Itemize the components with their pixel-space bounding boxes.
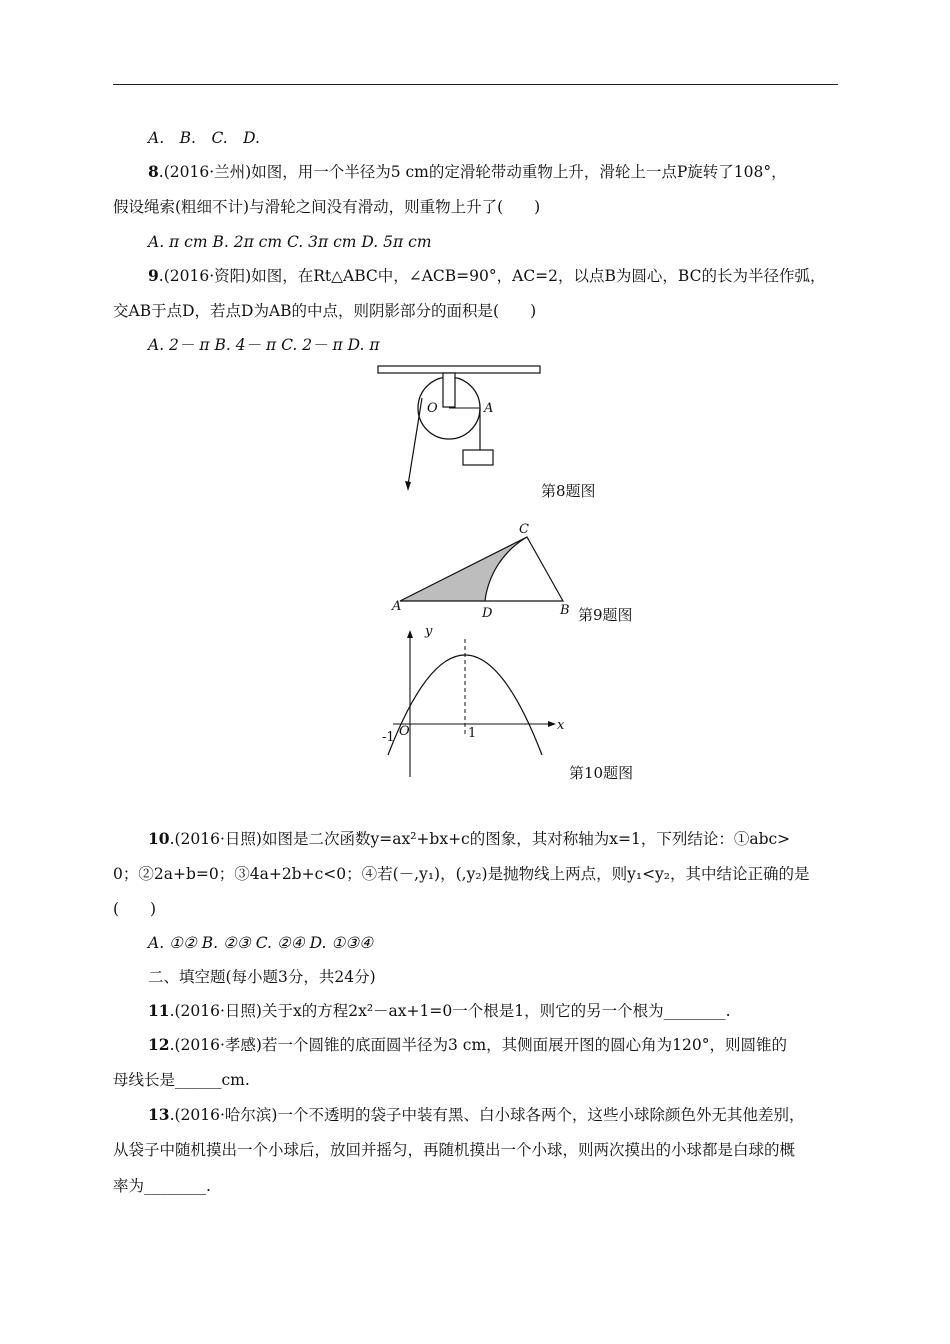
- q10-number: 10: [148, 829, 170, 848]
- label-y: y: [425, 624, 433, 639]
- label-a: A: [484, 401, 494, 416]
- label-o: O: [427, 401, 438, 416]
- weight-block: [463, 450, 493, 465]
- q10-text-1: .(2016·日照)如图是二次函数y=ax²+bx+c的图象，其对称轴为x=1，下列结论：①abc>: [169, 830, 791, 848]
- q11-number: 11: [148, 1001, 170, 1020]
- q12-number: 12: [148, 1035, 170, 1054]
- pulley-ceiling: [378, 366, 540, 373]
- q13-text-1: .(2016·哈尔滨)一个不透明的袋子中装有黑、白小球各两个，这些小球除颜色外无其他差别，: [169, 1106, 805, 1124]
- q10-line3: ( ): [113, 900, 157, 918]
- figure-10-parabola: [382, 624, 575, 780]
- q12-line1: [148, 1035, 787, 1055]
- figure-9-caption: 第9题图: [578, 606, 633, 624]
- q11-text: .(2016·日照)关于x的方程2x²－ax+1=0一个根是1，则它的另一个根为________.: [169, 1002, 731, 1020]
- figure-10-caption: 第10题图: [569, 764, 634, 782]
- q8-number: 8: [148, 162, 159, 181]
- q13-number: 13: [148, 1105, 170, 1124]
- header-rule: [113, 84, 838, 85]
- figure-8-caption: 第8题图: [541, 482, 596, 500]
- q9-number: 9: [148, 266, 159, 285]
- q11-line1: [148, 1001, 731, 1021]
- q7-options: A. B. C. D.: [148, 129, 260, 147]
- pull-arrow-icon: [405, 481, 411, 491]
- figure-8-pulley: [370, 360, 550, 500]
- q12-text-1: .(2016·孝感)若一个圆锥的底面圆半径为3 cm，其侧面展开图的圆心角为120°，则圆锥的: [169, 1036, 787, 1054]
- label-o: O: [399, 724, 410, 739]
- pull-rope: [408, 398, 422, 485]
- pulley-bracket: [443, 373, 455, 407]
- q9-text-1: .(2016·资阳)如图，在Rt△ABC中，∠ACB=90°，AC=2，以点B为圆心，BC的长为半径作弧，: [158, 267, 826, 285]
- q13-line1: [148, 1105, 804, 1125]
- label-b: B: [560, 603, 570, 618]
- label-d: D: [482, 606, 493, 621]
- q9-options: A. 2－ π B. 4－ π C. 2－ π D. π: [148, 336, 380, 354]
- q10-line1: [148, 829, 790, 849]
- q9-line1: [148, 266, 825, 286]
- q10-line2: 0；②2a+b=0；③4a+2b+c<0；④若(－,y₁)，(,y₂)是抛物线上两点，则y₁<y₂，其中结论正确的是: [113, 865, 810, 883]
- label-c: C: [519, 522, 529, 537]
- x-axis-arrow-icon: [548, 721, 556, 727]
- figure-9-triangle: [390, 520, 590, 620]
- label-neg1: -1: [382, 730, 395, 745]
- q10-options: A. ①② B. ②③ C. ②④ D. ①③④: [148, 934, 374, 952]
- q13-line2: 从袋子中随机摸出一个小球后，放回并摇匀，再随机摸出一个小球，则两次摸出的小球都是白球的概: [113, 1141, 796, 1159]
- q8-line1: [148, 162, 787, 182]
- q8-options: A. π cm B. 2π cm C. 3π cm D. 5π cm: [148, 233, 432, 251]
- section-2-heading: 二、填空题(每小题3分，共24分): [148, 968, 376, 986]
- q8-text-1: .(2016·兰州)如图，用一个半径为5 cm的定滑轮带动重物上升，滑轮上一点P旋转了108°，: [158, 163, 787, 181]
- q13-line3: 率为________.: [113, 1177, 211, 1195]
- label-x: x: [557, 718, 565, 733]
- q8-line2: 假设绳索(粗细不计)与滑轮之间没有滑动，则重物上升了( ): [113, 198, 541, 216]
- label-a: A: [392, 599, 402, 614]
- q12-line2: 母线长是______cm.: [113, 1071, 250, 1089]
- q9-line2: 交AB于点D，若点D为AB的中点，则阴影部分的面积是( ): [113, 302, 537, 320]
- y-axis-arrow-icon: [407, 630, 413, 638]
- label-1: 1: [468, 726, 477, 741]
